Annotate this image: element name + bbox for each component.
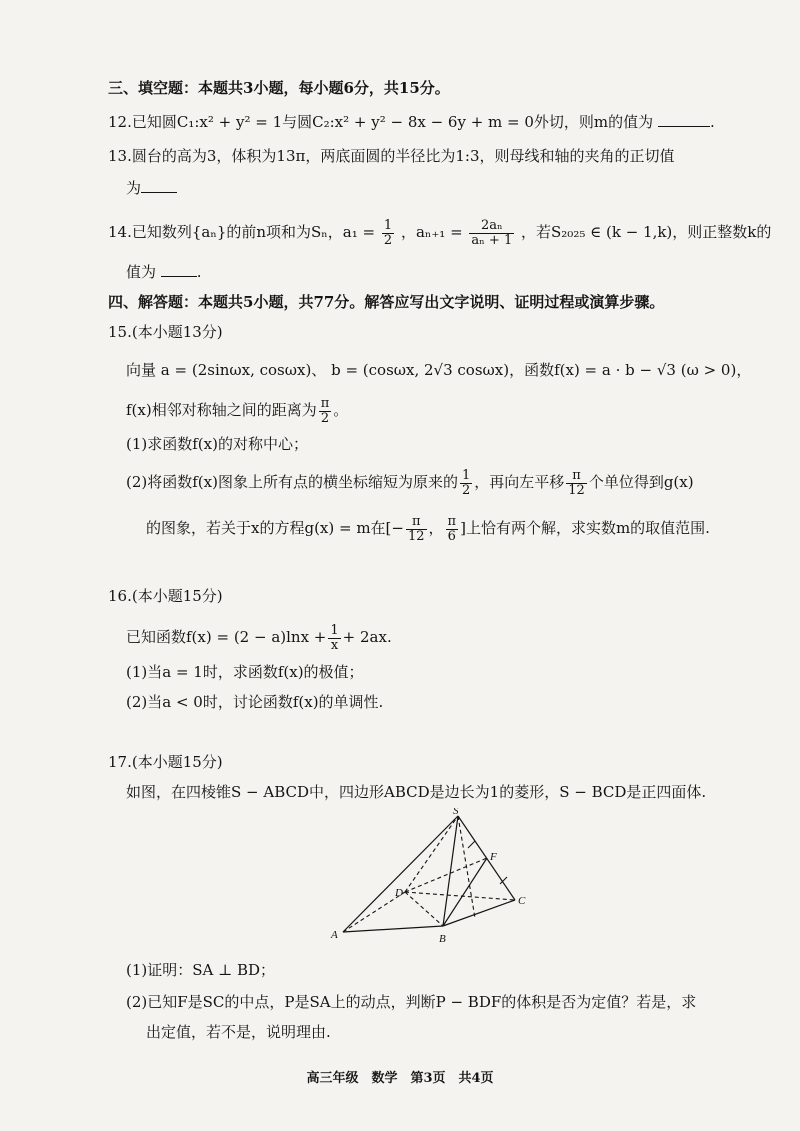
label-F: F — [490, 851, 497, 863]
question-16-line1 — [126, 618, 392, 656]
edge-BF — [443, 858, 487, 926]
edge-SA — [343, 816, 458, 932]
q16-f-den: x — [330, 637, 339, 653]
q15-l1a: 向量 — [126, 361, 157, 379]
q12-end: . — [709, 113, 715, 131]
q14-f2-den: aₙ + 1 — [471, 232, 513, 248]
q15-p3b: ， — [428, 519, 444, 537]
q15-l2-num: π — [320, 395, 330, 411]
q13-answer-blank — [141, 192, 177, 193]
question-15-line2 — [126, 392, 348, 428]
q15-vector-a: a = (2sinωx, cosωx)、 — [160, 361, 327, 379]
q15-vector-b: b = (cosωx, 2√3 cosωx)，函数f(x) = — [331, 361, 598, 379]
question-16-part2: (2)当a < 0时，讨论函数f(x)的单调性. — [126, 693, 384, 711]
page-footer: 高三年级 数学 第3页 共4页 — [306, 1071, 494, 1086]
question-14-line1 — [108, 210, 771, 254]
q15-p2-f1-den: 2 — [461, 482, 471, 498]
label-D: D — [395, 887, 403, 899]
question-16-part1: (1)当a = 1时，求函数f(x)的极值； — [126, 663, 364, 681]
question-15-part2 — [126, 462, 694, 502]
question-15-title: 15.(本小题13分) — [108, 323, 223, 341]
q15-p3-f1-num: π — [406, 515, 427, 530]
edge-DB — [405, 892, 443, 926]
q14-answer-blank — [161, 276, 197, 277]
q14-f1-num: 1 — [383, 217, 393, 233]
q14-f2-num: 2aₙ — [469, 219, 514, 234]
edge-DF — [405, 858, 487, 892]
question-15-line1 — [126, 360, 751, 380]
section-fill-heading: 三、填空题：本题共3小题，每小题6分，共15分。 — [108, 79, 450, 97]
q15-pi-over-2 — [319, 397, 332, 426]
q14-part-a: 14.已知数列{aₙ}的前n项和为Sₙ，a₁ = — [108, 223, 376, 241]
q15-p2-f1-num: 1 — [461, 467, 471, 483]
q14-f1-den: 2 — [383, 232, 393, 248]
q12-answer-blank — [658, 126, 710, 127]
label-A: A — [331, 929, 338, 941]
question-13-line2 — [126, 178, 177, 198]
q15-p3-f1-den: 12 — [407, 528, 425, 544]
label-C: C — [518, 895, 526, 907]
q14-part-c: ，若S₂₀₂₅ ∈ (k − 1,k)，则正整数k的 — [521, 223, 772, 241]
question-17-part2: (2)已知F是SC的中点，P是SA上的动点，判断P − BDF的体积是否为定值？若是，求 — [126, 993, 697, 1011]
question-13-line1: 13.圆台的高为3，体积为13π，两底面圆的半径比为1:3，则母线和轴的夹角的正切值 — [108, 147, 675, 165]
q14-fraction-1 — [382, 219, 394, 248]
q14-end: . — [196, 263, 202, 281]
edge-AB — [343, 926, 443, 932]
label-B: B — [439, 933, 446, 945]
q16-f-num: 1 — [330, 622, 339, 638]
q15-p2a: (2)将函数f(x)图象上所有点的横坐标缩短为原来的 — [126, 473, 458, 491]
q13-line2-text: 为 — [126, 179, 142, 197]
q12-text: 12.已知圆C₁:x² + y² = 1与圆C₂:x² + y² − 8x − 6y + m = 0外切，则m的值为 — [108, 113, 654, 131]
edge-S-foot — [458, 816, 475, 918]
q15-p2b: ，再向左平移 — [474, 473, 565, 491]
q16-l1a: 已知函数f(x) = (2 − a)lnx + — [126, 628, 327, 646]
q15-p2-frac2 — [566, 469, 587, 498]
q15-p3-frac2 — [446, 515, 459, 544]
q15-p3-f2-num: π — [447, 513, 457, 529]
q14-line2-text: 值为 — [126, 263, 157, 281]
q15-l2-den: 2 — [320, 410, 330, 426]
question-16-title: 16.(本小题15分) — [108, 587, 223, 605]
question-14-line2 — [126, 262, 202, 282]
tick-mark-1 — [468, 841, 475, 848]
section-solve-heading: 四、解答题：本题共5小题，共77分。解答应写出文字说明、证明过程或演算步骤。 — [108, 293, 665, 311]
question-17-part2-cont: 出定值，若不是，说明理由. — [146, 1023, 331, 1041]
q15-p3a: 的图象，若关于x的方程g(x) = m在[− — [146, 519, 404, 537]
q14-part-b: ，aₙ₊₁ = — [400, 223, 463, 241]
question-15-part1: (1)求函数f(x)的对称中心； — [126, 435, 308, 453]
q14-fraction-2 — [469, 219, 514, 248]
edge-BC — [443, 900, 515, 926]
pyramid-figure — [325, 808, 540, 948]
q15-p3-f2-den: 6 — [447, 528, 456, 544]
q15-p2-f2-num: π — [566, 469, 587, 484]
question-17-part1: (1)证明：SA ⊥ BD； — [126, 961, 276, 979]
q15-p2-frac1 — [460, 469, 472, 498]
q16-l1b: + 2ax. — [342, 628, 392, 646]
q15-l2b: 。 — [333, 401, 349, 419]
label-S: S — [453, 808, 459, 817]
q15-p3-frac1 — [406, 515, 427, 544]
question-17-line1: 如图，在四棱锥S − ABCD中，四边形ABCD是边长为1的菱形，S − BCD是正四面体. — [126, 783, 707, 801]
question-17-title: 17.(本小题15分) — [108, 753, 223, 771]
question-12 — [108, 112, 715, 132]
q16-fraction — [328, 624, 340, 653]
q15-p3c: ]上恰有两个解，求实数m的取值范围. — [460, 519, 710, 537]
question-15-part2-cont — [146, 508, 710, 548]
q15-function: a · b − √3 (ω > 0)， — [601, 361, 752, 379]
q15-p2c: 个单位得到g(x) — [588, 473, 694, 491]
q15-l2a: f(x)相邻对称轴之间的距离为 — [126, 401, 317, 419]
edge-SB — [443, 816, 458, 926]
q15-p2-f2-den: 12 — [568, 482, 585, 498]
